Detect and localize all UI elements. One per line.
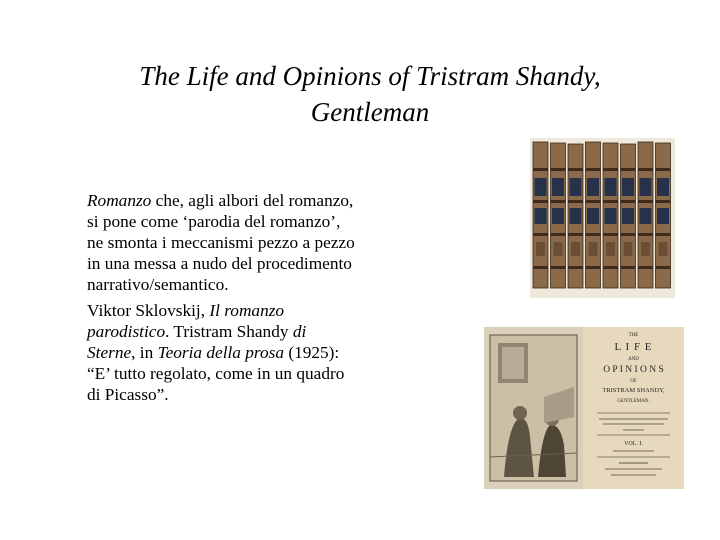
slide-body [87,190,357,410]
p2-di-sterne: di Sterne [87,322,307,362]
tp-vol: VOL. I. [624,441,643,447]
italic-romanzo: Romanzo [87,191,152,210]
plate-photo [484,327,684,489]
paragraph-1 [87,190,357,295]
tp-the: THE [628,333,639,338]
p2-quote: (1925): “E’ tutto regolato, come in un quadro di Picasso”. [87,343,345,404]
title-line-1: The Life and Opinions of Tristram Shandy, [139,61,601,91]
tp-and: AND [628,357,639,362]
tp-name: TRISTRAM SHANDY, [602,387,665,394]
p2-text-b: , in [131,343,158,362]
title-page [583,327,684,489]
slide-title [60,58,680,130]
title-line-2: Gentleman [310,97,430,127]
tp-life: L I F E [614,341,653,353]
tp-gentleman: GENTLEMAN. [617,399,650,404]
paragraph-2 [87,300,357,405]
tp-of: OF [630,379,637,384]
p2-work-title: Il romanzo parodistico [87,301,285,341]
p2-author: Viktor Sklovskij, [87,301,210,320]
p2-book-title: Teoria della prosa [157,343,284,362]
p2-text-a: . Tristram Shandy [165,322,293,341]
frontispiece-engraving [484,327,583,489]
p1-text: che, agli albori del romanzo, si pone come ‘parodia del romanzo’, ne smonta i meccanismi pezzo a pezzo in una messa a nudo del procedimento narrativo/semantico. [87,191,355,294]
tp-opinions: O P I N I O N S [603,365,664,375]
books-photo [530,138,675,298]
